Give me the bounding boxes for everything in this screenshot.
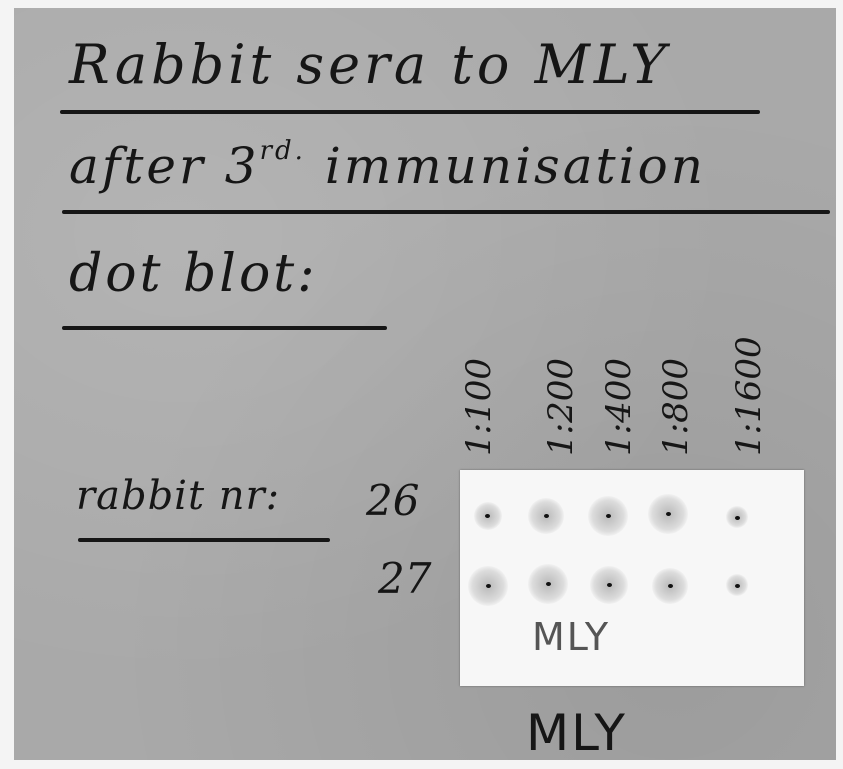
spot-core xyxy=(666,512,671,516)
underline-3 xyxy=(62,326,387,330)
spot-core xyxy=(546,582,551,586)
underline-1 xyxy=(60,110,760,114)
rabbit-number-label: rabbit nr: xyxy=(76,473,281,519)
rabbit-number-26: 26 xyxy=(366,476,420,525)
title-line-1: Rabbit sera to MLY xyxy=(69,33,670,96)
spot-core xyxy=(486,584,491,588)
rabbit-number-27: 27 xyxy=(378,554,432,603)
membrane-strip xyxy=(460,470,804,686)
dilution-label-2: 1:200 xyxy=(541,358,581,456)
dilution-label-3: 1:400 xyxy=(599,358,639,456)
spot-core xyxy=(668,584,673,588)
title-line-2-start: after 3 xyxy=(69,137,260,195)
title-line-3: dot blot: xyxy=(69,244,318,304)
title-line-2 xyxy=(69,136,706,195)
underline-4 xyxy=(78,538,330,542)
dilution-label-1: 1:100 xyxy=(459,358,499,456)
spot-core xyxy=(485,514,490,518)
spot-core xyxy=(735,584,740,588)
underline-2 xyxy=(62,210,830,214)
dot-blot-photo xyxy=(14,8,836,760)
spot-core xyxy=(606,514,611,518)
strip-label: MLY xyxy=(532,615,611,659)
bottom-label: MLY xyxy=(526,704,627,760)
spot-core xyxy=(544,514,549,518)
spot-core xyxy=(735,516,740,520)
dilution-label-5: 1:1600 xyxy=(729,336,769,456)
spot-core xyxy=(607,583,612,587)
title-line-2-superscript: rd. xyxy=(259,136,306,166)
dilution-label-4: 1:800 xyxy=(656,358,696,456)
title-line-2-end: immunisation xyxy=(305,137,706,195)
